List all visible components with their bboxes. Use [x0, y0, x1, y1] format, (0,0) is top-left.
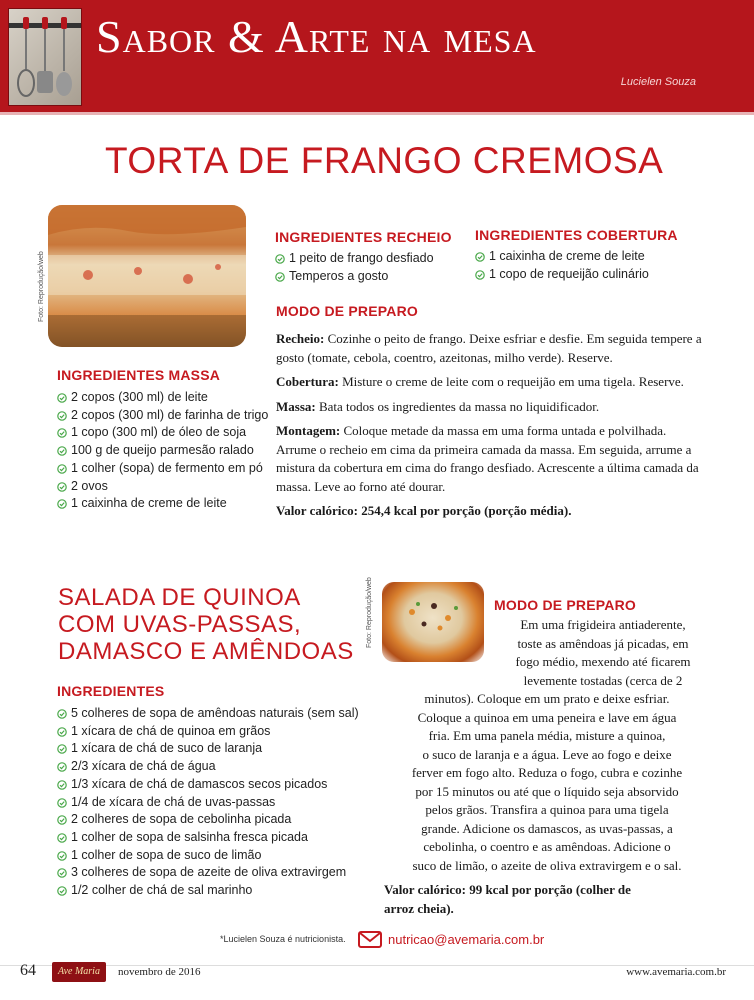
- ingredient-text: 2 copos (300 ml) de leite: [71, 390, 208, 404]
- text-line: fria. Em uma panela média, misture a quinoa,: [428, 728, 666, 743]
- column-author: Lucielen Souza: [620, 76, 696, 88]
- list-item: [57, 478, 268, 496]
- list-item: [57, 705, 359, 723]
- ingredient-text: 5 colheres de sopa de amêndoas naturais (sem sal): [71, 706, 359, 720]
- step-text: Cozinhe o peito de frango. Deixe esfriar e desfie. Em seguida tempere a gosto (tomate, cebola, coentro, azeitonas, milho verde). Reserve.: [276, 331, 702, 365]
- full-text: [384, 690, 710, 875]
- check-icon: [57, 393, 67, 403]
- issue-date: novembro de 2016: [118, 966, 201, 978]
- text-line: cebolinha, o coentro e as amêndoas. Adicione o: [423, 839, 671, 854]
- check-icon: [57, 709, 67, 719]
- list-item: [57, 882, 359, 900]
- ingredient-text: 2 ovos: [71, 478, 108, 493]
- ingredient-text: 3 colheres de sopa de azeite de oliva extravirgem: [71, 865, 347, 880]
- list-item: [57, 424, 268, 442]
- check-icon: [57, 868, 67, 878]
- ingredient-text: 1 xícara de chá de quinoa em grãos: [71, 723, 271, 738]
- text-line: Em uma frigideira antiaderente,: [520, 617, 686, 632]
- ingredient-text: 1 copo (300 ml) de óleo de soja: [71, 425, 247, 440]
- check-icon: [57, 744, 67, 754]
- list-item: [57, 811, 359, 829]
- ingredient-text: 1 caixinha de creme de leite: [489, 249, 645, 263]
- step-label: Recheio:: [276, 331, 325, 346]
- check-icon: [275, 272, 285, 282]
- list-item: [475, 248, 649, 266]
- magazine-logo: Ave Maria: [52, 962, 106, 982]
- step-text: Coloque metade da massa em uma forma untada e polvilhada. Arrume o recheio em cima da primeira camada da massa. Em seguida, arrume a mistura da cobertura em cima do frango desfiado. Acrescente a última camada da massa. Leve ao forno até dourar.: [276, 423, 699, 494]
- text-line: levemente tostadas (cerca de 2: [523, 672, 683, 688]
- step-label: Montagem:: [276, 423, 341, 438]
- check-icon: [57, 411, 67, 421]
- pie-photo: [48, 205, 246, 347]
- text-line: grande. Adicione os damascos, as uvas-passas, a: [421, 820, 673, 836]
- check-icon: [57, 499, 67, 509]
- chicken-pie-image: [48, 205, 246, 347]
- check-icon: [57, 727, 67, 737]
- ingredient-text: Temperos a gosto: [289, 268, 389, 283]
- ingredient-text: 1 caixinha de creme de leite: [71, 496, 227, 511]
- title-line: SALADA DE QUINOA: [58, 584, 301, 611]
- ingredient-text: 1 colher de sopa de salsinha fresca picada: [71, 829, 308, 844]
- author-note: *Lucielen Souza é nutricionista.: [220, 934, 346, 944]
- header-utensils-image: [8, 8, 82, 106]
- list-item: [57, 460, 268, 478]
- list-massa: [57, 389, 268, 513]
- check-icon: [57, 428, 67, 438]
- utensils-icon: [9, 9, 81, 105]
- heading-ingredientes-massa: INGREDIENTES MASSA: [57, 367, 221, 383]
- title-line: DAMASCO E AMÊNDOAS: [58, 638, 354, 665]
- list-item: [275, 250, 434, 268]
- heading-modo-de-preparo: MODO DE PREPARO: [276, 303, 418, 319]
- page-number: 64: [20, 962, 36, 979]
- ingredient-text: 1/4 de xícara de chá de uvas-passas: [71, 794, 276, 809]
- step-label: Cobertura:: [276, 374, 339, 389]
- text-line: Valor calórico: 99 kcal por porção (colher de: [384, 882, 631, 897]
- title-line: COM UVAS-PASSAS,: [58, 611, 302, 638]
- check-icon: [57, 464, 67, 474]
- list-item: [57, 758, 359, 776]
- list-item: [57, 864, 359, 882]
- calorie-value: [384, 881, 710, 918]
- email-link[interactable]: [358, 931, 544, 948]
- check-icon: [57, 833, 67, 843]
- step-paragraph: [276, 398, 706, 417]
- check-icon: [57, 780, 67, 790]
- ingredient-text: 1 xícara de chá de suco de laranja: [71, 741, 263, 756]
- check-icon: [475, 270, 485, 280]
- check-icon: [57, 482, 67, 492]
- photo-credit: Foto: Reprodução/web: [38, 251, 45, 322]
- calorie-value: Valor calórico: 254,4 kcal por porção (porção média).: [276, 503, 572, 518]
- text-line: minutos). Coloque em um prato e deixe esfriar.: [424, 691, 670, 706]
- text-line: pelos grãos. Transfira a quinoa para uma tigela: [425, 802, 669, 817]
- check-icon: [57, 446, 67, 456]
- list-item: [57, 389, 268, 407]
- ingredient-text: 2/3 xícara de chá de água: [71, 759, 216, 774]
- wrapped-text: [384, 616, 710, 690]
- check-icon: [57, 886, 67, 896]
- ingredient-text: 1/2 colher de chá de sal marinho: [71, 883, 253, 898]
- text-line: suco de limão, o azeite de oliva extravirgem e o sal.: [412, 857, 682, 873]
- ingredient-text: 1/3 xícara de chá de damascos secos picados: [71, 776, 328, 791]
- text-line: toste as amêndoas já picadas, em: [517, 635, 689, 651]
- check-icon: [57, 798, 67, 808]
- photo-credit: Foto: Reprodução/web: [366, 577, 373, 648]
- list-item: [57, 407, 268, 425]
- text-line: por 15 minutos ou até que o líquido seja absorvido: [415, 783, 679, 799]
- heading-ingredientes: INGREDIENTES: [57, 683, 165, 699]
- text-line: Coloque a quinoa em uma peneira e lave em água: [417, 709, 677, 725]
- ingredient-text: 1 colher (sopa) de fermento em pó: [71, 460, 263, 475]
- step-text: Misture o creme de leite com o requeijão em uma tigela. Reserve.: [338, 374, 684, 389]
- step-label: Massa:: [276, 398, 316, 414]
- ingredient-text: 1 peito de frango desfiado: [289, 251, 434, 265]
- header-divider: [0, 112, 754, 115]
- step-paragraph: [276, 330, 706, 367]
- text-line: o suco de laranja e a água. Leve ao fogo e deixe: [422, 746, 672, 762]
- ingredient-text: 1 colher de sopa de suco de limão: [71, 847, 262, 862]
- website-link[interactable]: www.avemaria.com.br: [626, 966, 726, 978]
- step-paragraph: [276, 422, 706, 496]
- check-icon: [275, 254, 285, 264]
- list-item: [57, 776, 359, 794]
- preparo-text: [276, 330, 706, 521]
- recipe-title: TORTA DE FRANGO CREMOSA: [105, 140, 664, 181]
- list-item: [57, 794, 359, 812]
- heading-modo-de-preparo: MODO DE PREPARO: [494, 597, 636, 613]
- list-item: [57, 847, 359, 865]
- envelope-icon: [358, 931, 382, 948]
- list-item: [475, 266, 649, 284]
- step-paragraph: [276, 373, 706, 392]
- list-recheio: [275, 250, 434, 285]
- text-line: fogo médio, mexendo até ficarem: [515, 654, 691, 669]
- list-item: [57, 495, 268, 513]
- check-icon: [57, 815, 67, 825]
- list-ingredientes: [57, 705, 359, 900]
- list-item: [275, 268, 434, 286]
- ingredient-text: 2 copos (300 ml) de farinha de trigo: [71, 407, 269, 422]
- ingredient-text: 2 colheres de sopa de cebolinha picada: [71, 812, 292, 827]
- heading-ingredientes-cobertura: INGREDIENTES COBERTURA: [475, 227, 678, 243]
- check-icon: [57, 762, 67, 772]
- preparo-text: [384, 616, 710, 918]
- check-icon: [475, 252, 485, 262]
- list-item: [57, 740, 359, 758]
- heading-ingredientes-recheio: INGREDIENTES RECHEIO: [275, 229, 452, 245]
- list-item: [57, 723, 359, 741]
- text-line: ferver em fogo alto. Reduza o fogo, cubra e cozinhe: [411, 765, 683, 780]
- email-address[interactable]: nutricao@avemaria.com.br: [388, 932, 545, 947]
- list-item: [57, 829, 359, 847]
- step-text: Bata todos os ingredientes da massa no liquidificador.: [315, 398, 600, 414]
- ingredient-text: 100 g de queijo parmesão ralado: [71, 443, 254, 458]
- text-line: arroz cheia).: [384, 900, 454, 916]
- recipe-title: [58, 584, 354, 665]
- list-item: [57, 442, 268, 460]
- ingredient-text: 1 copo de requeijão culinário: [489, 266, 649, 281]
- check-icon: [57, 851, 67, 861]
- list-cobertura: [475, 248, 649, 283]
- page-title: Sabor & Arte na mesa: [96, 11, 537, 62]
